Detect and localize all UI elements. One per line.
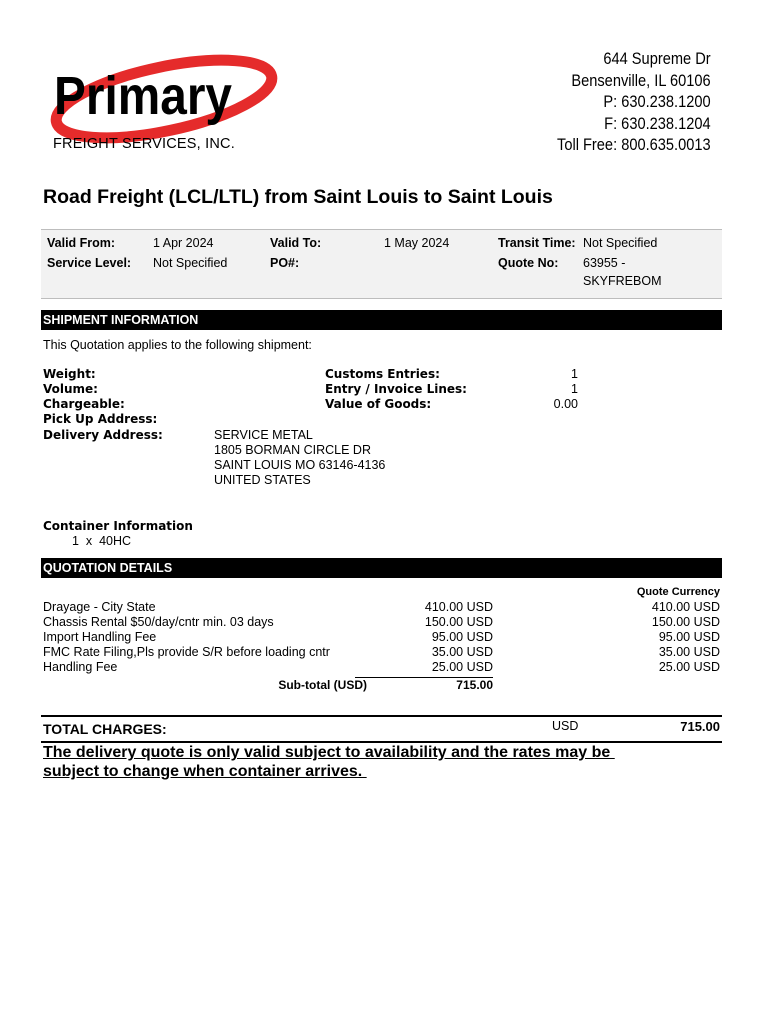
validity-notice-line2: subject to change when container arrives. [43,763,367,780]
quote-currency-header: Quote Currency [636,586,720,598]
line-item-desc: Import Handling Fee [43,630,157,644]
quote-no-label: Quote No: [498,256,559,270]
value-of-goods-label: Value of Goods: [325,397,432,411]
line-item-quote-amount: 150.00 USD [651,615,720,629]
quote-no-line1: 63955 - [583,256,626,270]
line-item-desc: FMC Rate Filing,Pls provide S/R before loading cntr [43,645,330,659]
total-currency: USD [552,719,579,733]
line-item-amount: 25.00 USD [431,660,493,674]
document-title: Road Freight (LCL/LTL) from Saint Louis to Saint Louis [43,186,553,208]
line-item-quote-amount: 25.00 USD [658,660,720,674]
quotation-details-header: QUOTATION DETAILS [41,558,722,578]
shipment-info-header: SHIPMENT INFORMATION [41,310,722,330]
address-line: 644 Supreme Dr [603,49,711,68]
line-item-quote-amount: 410.00 USD [651,600,720,614]
line-item-desc: Drayage - City State [43,600,156,614]
delivery-address-label: Delivery Address: [43,428,163,442]
validity-notice-line1: The delivery quote is only valid subject to availability and the rates may be [43,744,615,761]
valid-to-label: Valid To: [270,236,322,250]
validity-box [41,229,722,299]
transit-time-label: Transit Time: [498,236,576,250]
address-line: Bensenville, IL 60106 [571,70,711,90]
container-info-label: Container Information [43,519,193,533]
total-bottom-rule [41,741,722,743]
service-level-value: Not Specified [153,256,228,270]
quote-no-line2: SKYFREBOM [583,274,662,288]
po-label: PO#: [270,256,300,270]
customs-entries-value: 1 [571,367,578,381]
valid-to-value: 1 May 2024 [384,236,450,250]
total-charges-label: TOTAL CHARGES: [43,721,167,737]
delivery-address-line: 1805 BORMAN CIRCLE DR [214,443,371,457]
delivery-address-line: SAINT LOUIS MO 63146-4136 [214,458,386,472]
company-subtitle: FREIGHT SERVICES, INC. [53,136,235,152]
fax: F: 630.238.1204 [604,113,711,133]
customs-entries-label: Customs Entries: [325,367,440,381]
line-item-amount: 150.00 USD [424,615,493,629]
phone: P: 630.238.1200 [603,92,711,112]
container-value: 1 x 40HC [72,534,132,548]
line-item-quote-amount: 35.00 USD [658,645,720,659]
transit-time-value: Not Specified [583,236,658,250]
valid-from-label: Valid From: [47,236,116,250]
delivery-address-line: UNITED STATES [214,473,311,487]
valid-from-value: 1 Apr 2024 [153,236,214,250]
total-top-rule [41,715,722,717]
pickup-address-label: Pick Up Address: [43,412,158,426]
line-item-desc: Chassis Rental $50/day/cntr min. 03 days [43,615,274,629]
line-item-amount: 410.00 USD [424,600,493,614]
logo-wordmark: Primary [54,66,232,126]
toll-free: Toll Free: 800.635.0013 [557,135,711,155]
total-amount: 715.00 [680,719,720,734]
line-item-amount: 35.00 USD [431,645,493,659]
weight-label: Weight: [43,367,96,381]
volume-label: Volume: [43,382,98,396]
chargeable-label: Chargeable: [43,397,125,411]
subtotal-value: 715.00 [456,678,493,692]
value-of-goods-value: 0.00 [553,397,578,411]
subtotal-label: Sub-total (USD) [278,678,367,692]
delivery-address-line: SERVICE METAL [214,428,313,442]
service-level-label: Service Level: [47,256,132,270]
line-item-quote-amount: 95.00 USD [658,630,720,644]
entry-invoice-lines-label: Entry / Invoice Lines: [325,382,467,396]
line-item-desc: Handling Fee [43,660,118,674]
company-address [532,48,711,156]
shipment-intro: This Quotation applies to the following shipment: [43,338,312,352]
entry-invoice-lines-value: 1 [571,382,578,396]
line-item-amount: 95.00 USD [431,630,493,644]
